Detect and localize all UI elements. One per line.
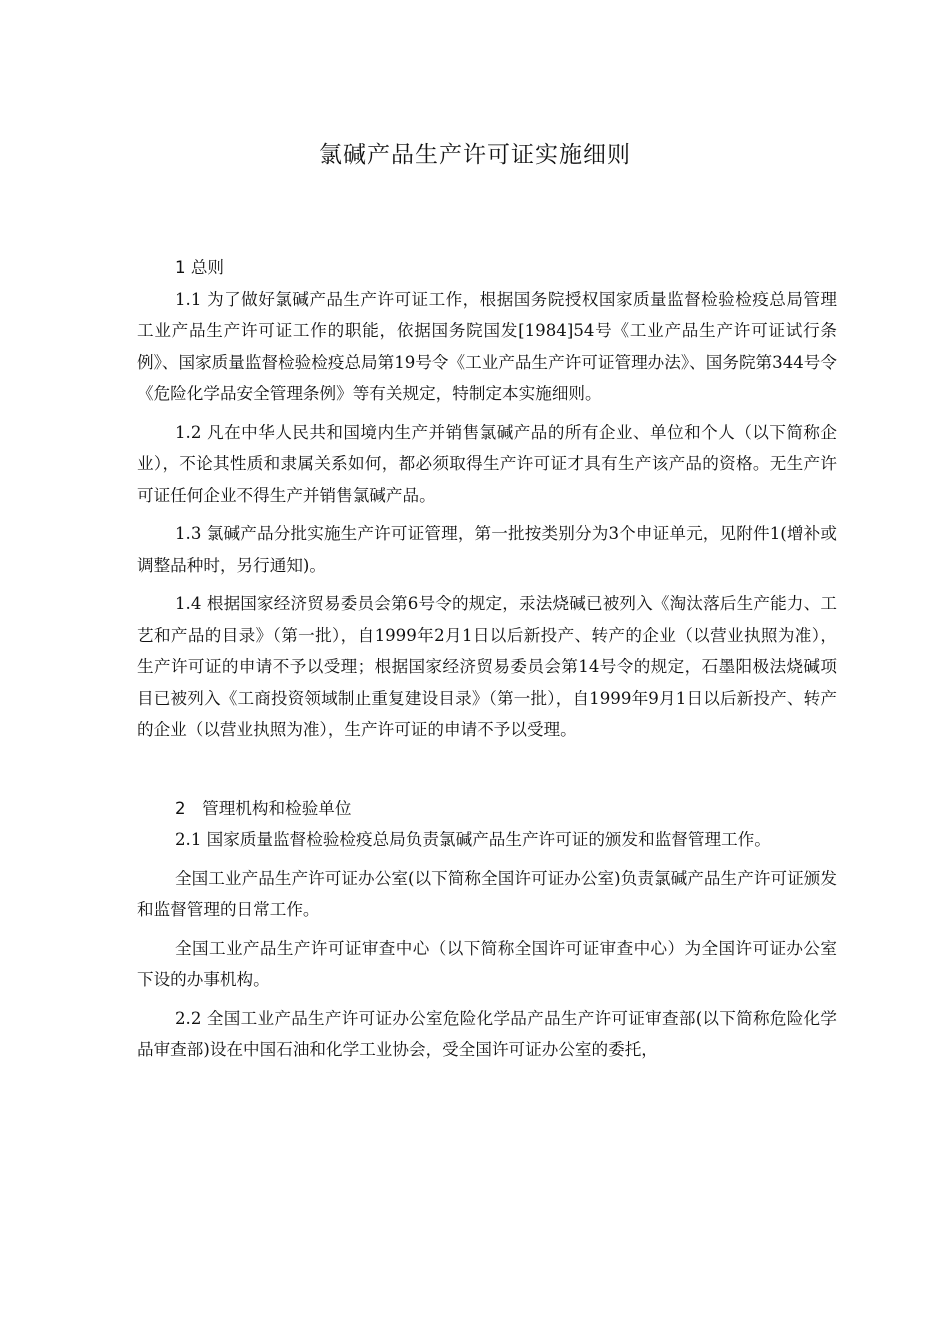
- paragraph-1-4: 1.4 根据国家经济贸易委员会第6号令的规定，汞法烧碱已被列入《淘汰落后生产能力、工艺和产品的目录》（第一批），自1999年2月1日以后新投产、转产的企业（以营业执照为准），生产许可证的申请不予以受理；根据国家经济贸易委员会第14号令的规定，石墨阳极法烧碱项目已被列入《工商投资领域制止重复建设目录》（第一批），自1999年9月1日以后新投产、转产的企业（以营业执照为准），生产许可证的申请不予以受理。: [137, 594, 837, 739]
- paragraph-2-2: 2.2 全国工业产品生产许可证办公室危险化学品产品生产许可证审查部(以下简称危险化学品审查部)设在中国石油和化学工业协会，受全国许可证办公室的委托，: [137, 1008, 837, 1059]
- paragraph-1-2: 1.2 凡在中华人民共和国境内生产并销售氯碱产品的所有企业、单位和个人（以下简称企业），不论其性质和隶属关系如何，都必须取得生产许可证才具有生产该产品的资格。无生产许可证任何企业不得生产并销售氯碱产品。: [137, 422, 837, 505]
- section-management: [137, 793, 837, 1066]
- section-general: [137, 252, 837, 746]
- paragraph-2-1: 2.1 国家质量监督检验检疫总局负责氯碱产品生产许可证的颁发和监督管理工作。: [175, 830, 771, 849]
- section-heading: 1 总则: [175, 258, 225, 277]
- section-heading: 2 管理机构和检验单位: [175, 798, 352, 818]
- paragraph-1-1: 1.1 为了做好氯碱产品生产许可证工作，根据国务院授权国家质量监督检验检疫总局管理工业产品生产许可证工作的职能，依据国务院国发[1984]54号《工业产品生产许可证试行条例》、国家质量监督检验检疫总局第19号令《工业产品生产许可证管理办法》、国务院第344号令《危险化学品安全管理条例》等有关规定，特制定本实施细则。: [137, 289, 837, 403]
- paragraph-2-1-center: 全国工业产品生产许可证审查中心（以下简称全国许可证审查中心）为全国许可证办公室下设的办事机构。: [137, 938, 837, 989]
- document-title: 氯碱产品生产许可证实施细则: [319, 142, 631, 168]
- section-spacer: [137, 753, 837, 793]
- paragraph-2-1-office: 全国工业产品生产许可证办公室(以下简称全国许可证办公室)负责氯碱产品生产许可证颁发和监督管理的日常工作。: [137, 868, 837, 919]
- paragraph-1-3: 1.3 氯碱产品分批实施生产许可证管理，第一批按类别分为3个申证单元，见附件1(增补或调整品种时，另行通知)。: [137, 524, 837, 575]
- document-body: [137, 252, 837, 1073]
